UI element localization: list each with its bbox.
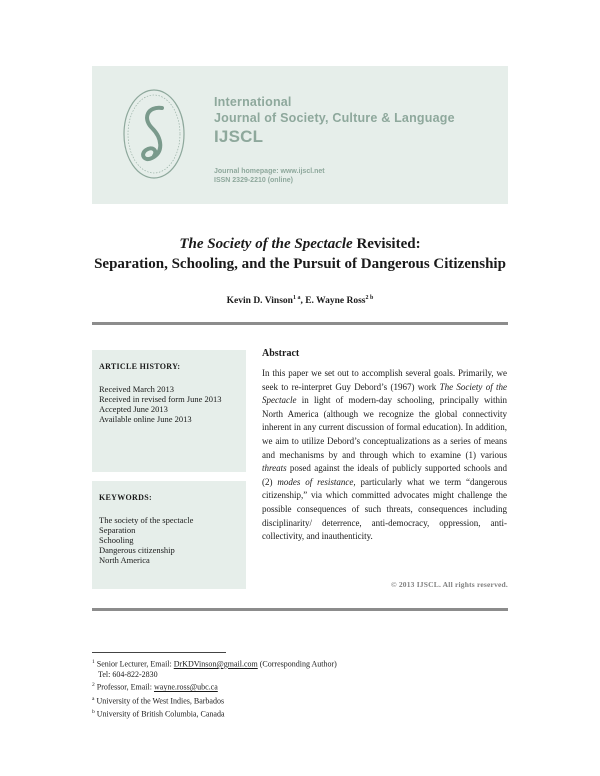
footnote-b xyxy=(92,707,337,720)
history-heading: ARTICLE HISTORY: xyxy=(99,362,181,371)
author-2: E. Wayne Ross xyxy=(305,296,366,307)
article-history-box xyxy=(92,350,246,472)
copyright-notice: © 2013 IJSCL. All rights reserved. xyxy=(390,580,508,589)
bottom-divider xyxy=(92,608,508,611)
abstract-work-title: The Society of the Spectacle xyxy=(262,381,508,406)
paper-subtitle: Separation, Schooling, and the Pursuit of Dangerous Citizenship xyxy=(94,256,506,272)
history-online: Available online June 2013 xyxy=(99,414,192,424)
footnote-2-mark: 2 xyxy=(92,682,95,689)
author-2-affil: 2 b xyxy=(365,295,374,301)
footnote-1-tel: Tel: 604-822-2830 xyxy=(98,670,158,680)
history-received: Received March 2013 xyxy=(99,384,175,394)
abstract-body xyxy=(262,367,507,544)
keyword-item: Separation xyxy=(99,525,136,535)
journal-logo-icon xyxy=(118,78,190,190)
footnote-1 xyxy=(92,657,337,670)
author-1: Kevin D. Vinson xyxy=(226,296,293,307)
footnote-1-tail: (Corresponding Author) xyxy=(257,659,337,669)
journal-homepage[interactable]: Journal homepage: www.ijscl.net xyxy=(214,168,325,175)
footnotes xyxy=(92,657,337,720)
footnote-b-text: University of British Columbia, Canada xyxy=(94,709,225,719)
abstract-text-2: in light of modern-day schooling, principally within North America (although we recognize the global connectivity inherent in any current discussion of formal education). In addition, we aim to utilize Debord’s conceptualizations as a series of means and mechanisms by and through which to examine (1) various xyxy=(262,395,507,460)
abstract-modes: modes of resistance, xyxy=(277,476,356,487)
keyword-item: North America xyxy=(99,555,150,565)
journal-name-line1: International xyxy=(214,95,292,109)
footnote-1-mark: 1 xyxy=(92,659,95,665)
footnote-a-mark: a xyxy=(92,695,95,702)
footnote-rule xyxy=(92,652,226,653)
author-separator: , xyxy=(300,296,306,307)
keyword-item: The society of the spectacle xyxy=(99,515,194,525)
history-revised: Received in revised form June 2013 xyxy=(99,394,222,404)
journal-name-line2: Journal of Society, Culture & Language xyxy=(214,111,455,125)
footnote-2-text: Professor, Email: xyxy=(94,683,154,693)
journal-abbr: IJSCL xyxy=(214,127,264,146)
keyword-item: Schooling xyxy=(99,535,134,545)
email-link-ross[interactable]: wayne.ross@ubc.ca xyxy=(153,683,218,693)
abstract-text-1: In this paper we set out to accomplish several goals. Primarily, we seek to re-interpret Guy Debord’s (1967) work xyxy=(262,368,507,392)
footnote-a xyxy=(92,694,337,707)
abstract-threats: threats xyxy=(262,463,287,474)
journal-title xyxy=(214,94,455,147)
footnote-1-text: Senior Lecturer, Email: xyxy=(94,659,174,669)
title-italic: The Society of the Spectacle xyxy=(179,236,353,252)
author-line xyxy=(60,295,540,306)
journal-issn: ISSN 2329-2210 (online) xyxy=(214,177,293,184)
title-rest: Revisited: xyxy=(352,236,421,252)
keyword-item: Dangerous citizenship xyxy=(99,545,175,555)
footnote-a-text: University of the West Indies, Barbados xyxy=(94,696,225,706)
history-accepted: Accepted June 2013 xyxy=(99,404,168,414)
abstract-heading: Abstract xyxy=(262,348,300,359)
footnote-2 xyxy=(92,680,337,693)
abstract-text-3: posed against the ideals of publicly supported schools and (2) xyxy=(262,463,507,487)
email-link-vinson[interactable]: DrKDVinson@gmail.com xyxy=(173,659,258,669)
footnote-b-mark: b xyxy=(92,708,95,715)
journal-meta xyxy=(214,167,325,185)
paper-title xyxy=(60,234,540,274)
top-divider xyxy=(92,322,508,325)
keywords-box xyxy=(92,481,246,589)
abstract-text-4: particularly what we term “dangerous citizenship,” via which committed advocates might challenge the possible consequences of such threats, consequences including disciplinarity/ deterrence, anti-democracy, oppression, anti-collectivity, and inauthenticity. xyxy=(262,476,508,542)
keywords-heading: KEYWORDS: xyxy=(99,493,152,502)
author-1-affil: 1 a xyxy=(292,295,301,301)
